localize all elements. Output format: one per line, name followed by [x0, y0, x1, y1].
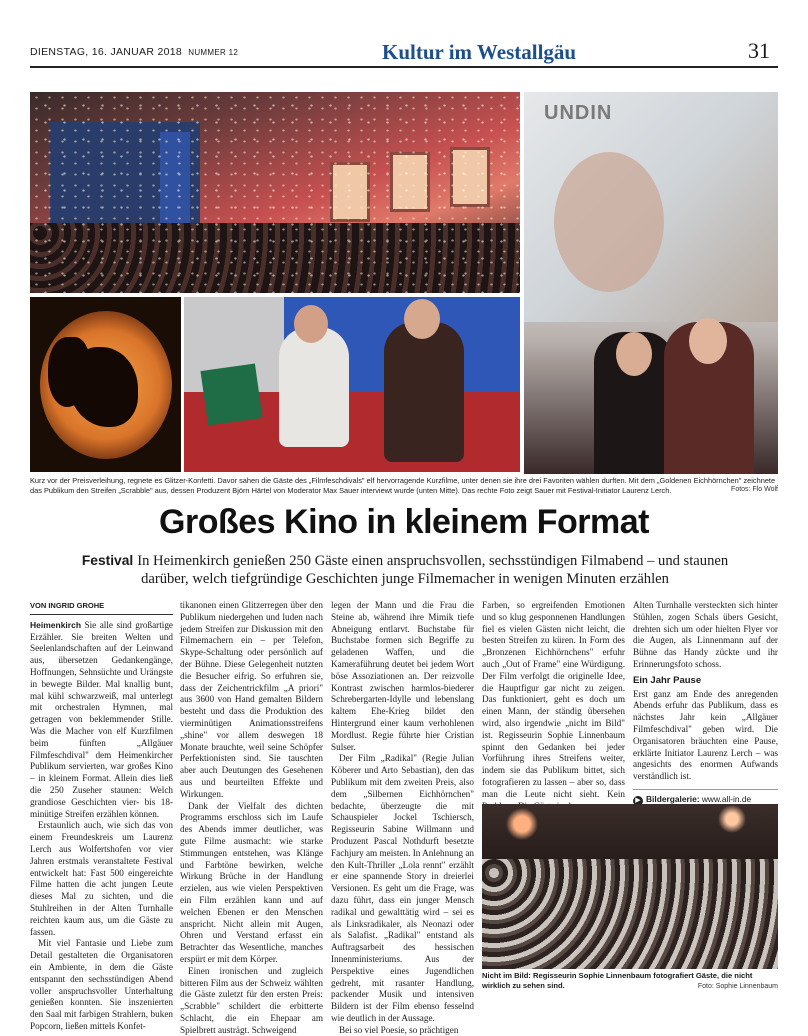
- paragraph: Mit viel Fantasie und Liebe zum Detail gestalteten die Organisatoren ein Ambiente, in dem die Gäste entspannt den sechsstündigen Abend voller anspruchsvoller Unterhaltung genießen konnten. Sie inszenierten den Saal mit farbigen Strahlern, buken Popcorn, ließen mittels Konfet-: [30, 938, 173, 1031]
- subheading: Ein Jahr Pause: [633, 674, 702, 686]
- gallery-url[interactable]: www.all-in.de: [701, 793, 752, 804]
- column-3: [331, 600, 474, 1036]
- photo-hidden-audience: [482, 804, 778, 969]
- gallery-label: Bildergalerie:: [646, 793, 700, 804]
- paragraph: Erstaunlich auch, wie sich das von einem Freundeskreis um Laurenz Lerch aus Wolfertshofen vor vier Jahren erstmals veranstaltete Festival entwickelt hat: Fast 500 eingereichte Filme hatten die acht jungen Leute dieses Mal zu sichten, und die Stuhlreihen in der Alten Turnhalle reichten kaum aus, um die Gäste zu fassen.: [30, 820, 173, 937]
- presenter-right-head: [689, 318, 727, 364]
- photo2-credit: Foto: Sophie Linnenbaum: [697, 983, 778, 990]
- screen-face: [554, 152, 664, 292]
- page-number: 31: [748, 38, 770, 63]
- moderator-head: [404, 299, 440, 339]
- presenter-left-head: [616, 332, 652, 376]
- photo-confetti-hall: [30, 92, 520, 293]
- paragraph: tikanonen einen Glitzerregen über den Publikum niedergehen und luden nach jedem Streifen zur Diskussion mit den Filmemachern ein – per Telefon, Skype-Schaltung oder persönlich auf der Bühne. Diese Gelegenheit nutzten die Besucher eifrig. So erfuhren sie, dass der Zeichentrickfilm „A priori" aus 3600 von Hand gemalten Bildern besteht und dass die Produktion des vierminütigen Animationsstreifens „shine" vor allem deswegen 18 Monate brauchte, weil seine Schöpfer Perfektionisten sind. Sie tauschten aber auch Deutungen des Gesehenen aus und beurteilten Effekte und Wirkungen.: [180, 600, 323, 799]
- interviewee-head: [294, 305, 328, 343]
- date-text: DIENSTAG, 16. JANUAR 2018: [30, 46, 183, 58]
- section-title: Kultur im Westallgäu: [382, 40, 577, 64]
- byline: VON INGRID GROHE: [30, 600, 173, 615]
- paragraph: Alten Turnhalle versteckten sich hinter Stühlen, zogen Schals übers Gesicht, drehten sich um oder hielten Flyer vor die Augen, als Linnenmann auf der Bühne das Handy zückte und ihr Erinnerungsfoto schoss.: [633, 600, 778, 669]
- stage-lights: [482, 804, 778, 854]
- photo-squirrel-logo: [30, 297, 181, 472]
- interviewee: [279, 327, 349, 447]
- paragraph: Dank der Vielfalt des dichten Programms erschloss sich im Laufe des Abends immer deutlicher, was gute Filme ausmacht: wie starke Stimmungen entstehen, was Klänge und Farbtöne bewirken, welche Wirkung Brüche in der Handlung erzielen, aus wie vielen Perspektiven ein Film erzählen kann und auf welchen Ebenen er den Menschen anspricht. Nicht allein mit Augen, Ohren und Verstand erfasst ein Betrachter das Wesentliche, manches erspürt er mit dem Körper.: [180, 800, 323, 964]
- confetti: [30, 92, 520, 293]
- paragraph: Einen ironischen und zugleich bitteren Film aus der Schweiz wählten die Gäste zuletzt für den ersten Preis: „Scrabble" schildert die erbitterte Schlacht, die ein Ehepaar am Spielbrett austrägt. Schweigend: [180, 965, 323, 1035]
- moderator: [384, 322, 464, 462]
- screen-text: UNDIN: [544, 102, 613, 124]
- column-5: [633, 600, 778, 806]
- paragraph-text: Sie alle sind großartige Erzähler. Sie breiten Welten und Seelenlandschaften auf der Leinwand aus, übersetzen Gedankengänge, Hoffnungen, Sehnsüchte und Urängste in bewegte Bilder. Mal knallig bunt, mal kühl schwarzweiß, mal unterlegt mit orchestralen Hymnen, mal getragen von beklemmender Stille. Was die Macher von elf Kurzfilmen beim fünften „Allgäuer Filmfeschdival" dem Heimenkircher Publikum servierten, war großes Kino – in kleinem Format. Allein dies ließ die 250 Zuseher staunen: Welch grandiose Geschichten vier- bis 18-minütige Streifen erzählen können.: [30, 619, 174, 819]
- kicker: Festival: [81, 553, 134, 568]
- article-deck: [80, 552, 730, 588]
- issue-date: [30, 46, 238, 58]
- paragraph: Farben, so ergreifenden Emotionen und so klug gesponnenen Handlungen fiel es vielen Gästen nicht leicht, die besten Streifen zu küren. In Form des „Bronzenen Eichhörnchens" erfuhr auch „Out of Frame" eine Würdigung. Der Film verfolgt die originelle Idee, die Hauptfigur gar nicht zu zeigen. Das funktioniert, geht es doch um einen Mann, der ständig übersehen wird, also irgendwie „nicht im Bild" ist. Regisseurin Sophie Linnenbaum spinnt den Gedanken bei jeder Vorführung ihres Streifens weiter, indem sie das Publikum bittet, sich fotografieren zu lassen – aber so, dass man die Leute nicht sieht. Kein: [482, 600, 625, 799]
- deck-text: In Heimenkirch genießen 250 Gäste einen anspruchsvollen, sechsstündigen Filmabend – und staunen darüber, welch tiefgründige Geschichten junge Filmemacher in wenigen Minuten erzählen: [137, 553, 729, 587]
- photo-presenters: [524, 92, 778, 474]
- paragraph: Bei so viel Poesie, so prächtigen: [339, 1024, 459, 1035]
- paragraph: legen der Mann und die Frau die Steine ab, während ihre Mimik tiefe Abneigung entlarvt. Buchstabe für Buchstabe formen sich Begriffe zu geladenen Waffen, und die Kameraführung deutet bei jedem Wort böse Assoziationen an. Der reizvolle Kontrast zwischen harmlos-biederer Schrebergarten-Idylle und lebenslang kaltem Ehe-Krieg bildet den Hintergrund einer kaum verhohlenen Mordlust. Regie führte hier Cristian Sulser.: [331, 600, 474, 752]
- paragraph: Erst ganz am Ende des anregenden Abends erfuhr das Publikum, dass es nächstes Jahr kein „Allgäuer Filmfeschdival" geben wird. Die Organisatoren bräuchten eine Pause, erklärte Initiator Laurenz Lerch – was angesichts des enormen Aufwands verständlich ist.: [633, 688, 778, 782]
- page-header: [30, 38, 778, 68]
- issue-number: NUMMER 12: [188, 48, 239, 57]
- article-headline: Großes Kino in kleinem Format: [159, 503, 649, 541]
- column-1: [30, 600, 173, 1033]
- green-pillow: [200, 363, 262, 425]
- column-2: [180, 600, 323, 1036]
- audience-seats: [482, 859, 778, 969]
- photo2-caption: Nicht im Bild: Regisseurin Sophie Linnenbaum fotografiert Gäste, die nicht wirklich zu sehen sind.: [482, 971, 753, 990]
- photo-interview: [184, 297, 520, 472]
- dateline: Heimenkirch: [30, 619, 82, 630]
- column-4: [482, 600, 625, 812]
- photo-caption: Kurz vor der Preisverleihung, regnete es Glitzer-Konfetti. Davor sahen die Gäste des „Filmfeschdivals" elf hervorragende Kurzfilme, unter denen sie ihre drei Favoriten wählen durften. Mit dem „Goldenen Eichhörnchen" zeichnete das Publikum den Streifen „Scrabble" aus, dessen Produzent Björn Härtel von Moderator Max Sauer interviewt wurde (unten Mitte). Das rechte Foto zeigt Sauer mit Festival-Initiator Laurenz Lerch.: [30, 476, 776, 495]
- paragraph: [30, 620, 173, 821]
- arrow-right-icon: ▶: [633, 796, 643, 806]
- photo-credit: Fotos: Flo Wolf: [731, 486, 778, 493]
- paragraph: Der Film „Radikal" (Regie Julian Köberer und Arto Sebastian), den das Publikum mit dem zweiten Preis, also dem „Silbernen Eichhörnchen" bedachte, überzeugte die mit Schauspieler Jockel Tschiersch, Regisseurin Sabine Willmann und Produzent Pascal Nothdurft besetzte Fachjury am meisten. In Anlehnung an den Kult-Thriller „Lola rennt" erzählt er eine spannende Story in dreierlei Versionen. Es geht um die Frage, was dazu führt, dass ein junger Mensch radikal und gewalttätig wird – sei es als Linksradikaler, als Neonazi oder als Salafist. „Radikal" entstand als Auftragsarbeit des hessischen Innenministeriums. Aus der Perspektive eines Jugendlichen gedreht, mit rasanter Handlung, packender Musik und intensiven Bildern ist der Film ebenso fesselnd wie deutlich in der Aussage.: [331, 753, 474, 1023]
